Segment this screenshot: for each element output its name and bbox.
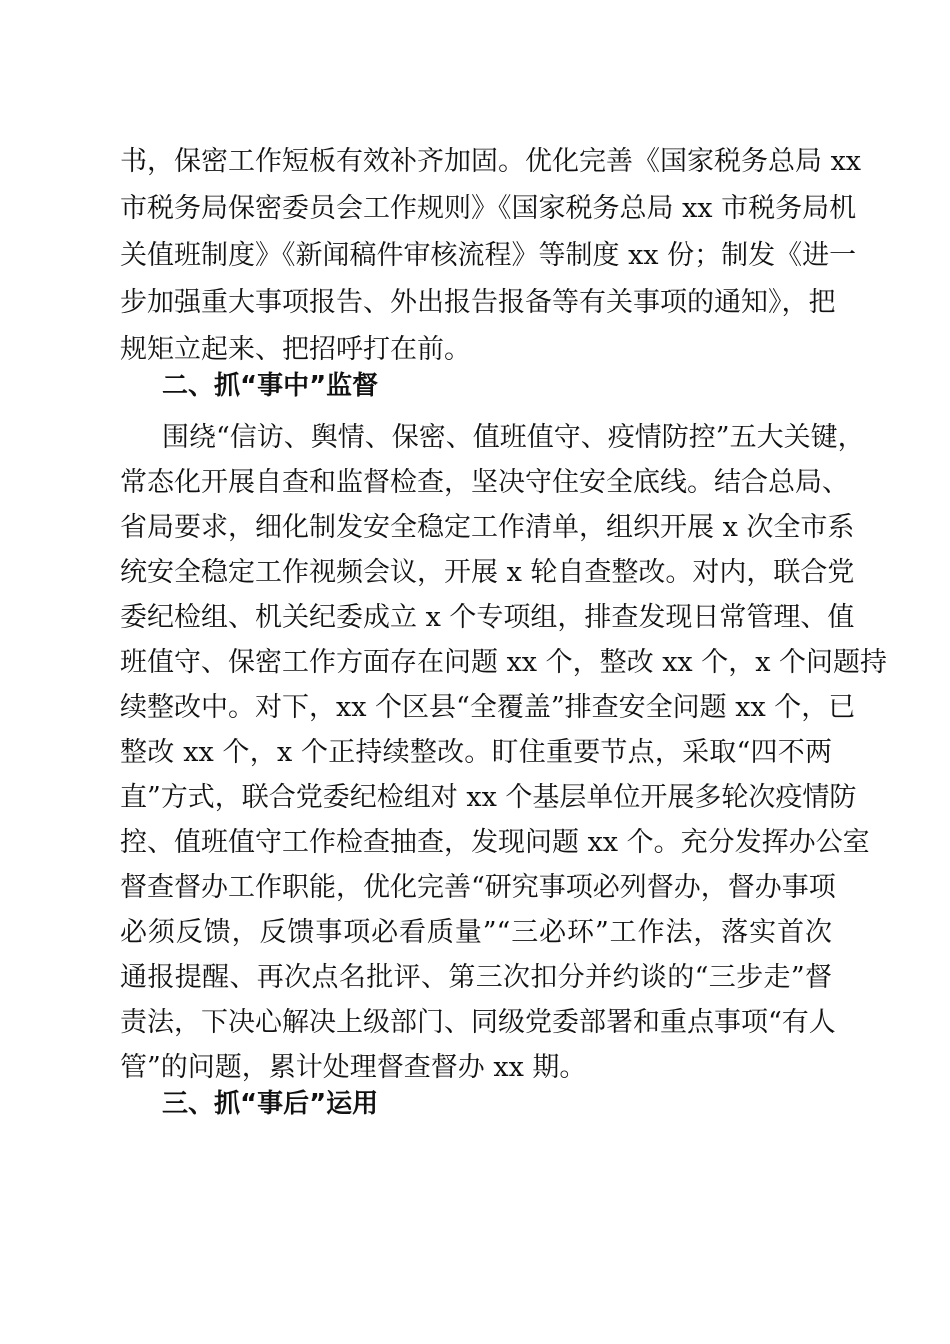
paragraph-line: 班值守、保密工作方面存在问题 xx 个，整改 xx 个，x 个问题持 [120, 647, 888, 678]
paragraph-line: 整改 xx 个，x 个正持续整改。盯住重要节点，采取“四不两 [120, 737, 832, 768]
paragraph-line: 管”的问题，累计处理督查督办 xx 期。 [120, 1052, 587, 1083]
paragraph-line: 直”方式，联合党委纪检组对 xx 个基层单位开展多轮次疫情防 [120, 782, 857, 813]
paragraph-line: 省局要求，细化制发安全稳定工作清单，组织开展 x 次全市系 [120, 512, 855, 543]
paragraph-line: 通报提醒、再次点名批评、第三次扣分并约谈的“三步走”督 [120, 962, 832, 993]
paragraph-line: 必须反馈，反馈事项必看质量”“三必环”工作法，落实首次 [120, 917, 832, 948]
paragraph-line: 责法，下决心解决上级部门、同级党委部署和重点事项“有人 [120, 1007, 836, 1038]
paragraph-line: 步加强重大事项报告、外出报告报备等有关事项的通知》，把 [120, 287, 836, 318]
paragraph-line: 控、值班值守工作检查抽查，发现问题 xx 个。充分发挥办公室 [120, 827, 870, 858]
section-heading-2: 二、抓“事中”监督 [162, 371, 379, 401]
paragraph-line: 市税务局保密委员会工作规则》《国家税务总局 xx 市税务局机 [120, 193, 857, 224]
paragraph-line: 书，保密工作短板有效补齐加固。优化完善《国家税务总局 xx [120, 146, 862, 177]
paragraph-line: 围绕“信访、舆情、保密、值班值守、疫情防控”五大关键， [162, 422, 865, 453]
paragraph-line: 续整改中。对下，xx 个区县“全覆盖”排查安全问题 xx 个，已 [120, 692, 856, 723]
paragraph-line: 督查督办工作职能，优化完善“研究事项必列督办，督办事项 [120, 872, 836, 903]
paragraph-line: 委纪检组、机关纪委成立 x 个专项组，排查发现日常管理、值 [120, 602, 855, 633]
paragraph-line: 统安全稳定工作视频会议，开展 x 轮自查整改。对内，联合党 [120, 557, 855, 588]
paragraph-line: 关值班制度》《新闻稿件审核流程》等制度 xx 份；制发《进一 [120, 240, 857, 271]
paragraph-line: 规矩立起来、把招呼打在前。 [120, 334, 471, 365]
section-heading-3: 三、抓“事后”运用 [162, 1089, 379, 1119]
paragraph-line: 常态化开展自查和监督检查，坚决守住安全底线。结合总局、 [120, 467, 849, 498]
